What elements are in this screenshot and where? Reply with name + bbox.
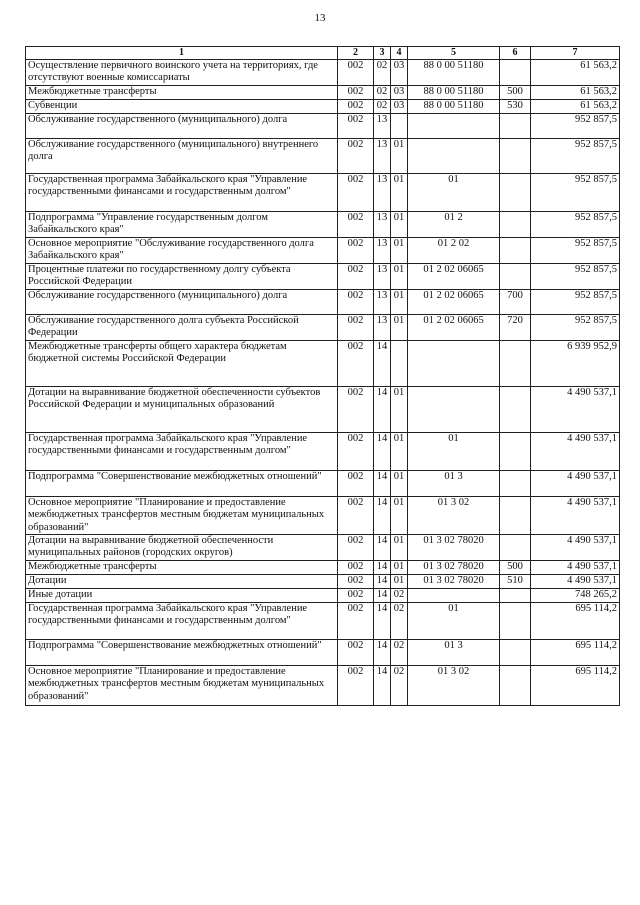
row-expense-type bbox=[500, 640, 531, 666]
row-target-article: 01 2 bbox=[408, 212, 500, 238]
row-admin-code: 002 bbox=[338, 387, 374, 433]
row-subsection: 02 bbox=[391, 589, 408, 603]
row-target-article: 01 3 02 78020 bbox=[408, 561, 500, 575]
row-section: 13 bbox=[374, 290, 391, 315]
table-row bbox=[26, 212, 620, 238]
row-amount: 695 114,2 bbox=[531, 666, 620, 706]
row-subsection: 03 bbox=[391, 100, 408, 114]
row-amount: 4 490 537,1 bbox=[531, 387, 620, 433]
row-amount: 952 857,5 bbox=[531, 264, 620, 290]
row-subsection: 01 bbox=[391, 561, 408, 575]
row-name: Подпрограмма "Совершенствование межбюджетных отношений" bbox=[26, 471, 338, 497]
row-admin-code: 002 bbox=[338, 238, 374, 264]
header-col-2: 2 bbox=[338, 47, 374, 60]
row-amount: 61 563,2 bbox=[531, 60, 620, 86]
row-expense-type: 500 bbox=[500, 561, 531, 575]
row-admin-code: 002 bbox=[338, 86, 374, 100]
row-expense-type bbox=[500, 589, 531, 603]
row-amount: 4 490 537,1 bbox=[531, 471, 620, 497]
row-subsection: 03 bbox=[391, 60, 408, 86]
row-name: Обслуживание государственного (муниципального) внутреннего долга bbox=[26, 139, 338, 174]
row-name: Дотации на выравнивание бюджетной обеспеченности субъектов Российской Федерации и муниципальных образований bbox=[26, 387, 338, 433]
row-subsection: 01 bbox=[391, 174, 408, 212]
table-row bbox=[26, 100, 620, 114]
row-name: Субвенции bbox=[26, 100, 338, 114]
row-subsection: 01 bbox=[391, 264, 408, 290]
row-section: 13 bbox=[374, 114, 391, 139]
row-amount: 4 490 537,1 bbox=[531, 575, 620, 589]
row-amount: 4 490 537,1 bbox=[531, 561, 620, 575]
row-expense-type bbox=[500, 264, 531, 290]
row-amount: 4 490 537,1 bbox=[531, 497, 620, 535]
table-row bbox=[26, 86, 620, 100]
row-section: 14 bbox=[374, 561, 391, 575]
row-expense-type bbox=[500, 497, 531, 535]
header-col-6: 6 bbox=[500, 47, 531, 60]
row-name: Межбюджетные трансферты bbox=[26, 86, 338, 100]
row-name: Подпрограмма "Совершенствование межбюджетных отношений" bbox=[26, 640, 338, 666]
row-target-article: 01 2 02 06065 bbox=[408, 290, 500, 315]
row-section: 14 bbox=[374, 341, 391, 387]
table-row bbox=[26, 290, 620, 315]
row-admin-code: 002 bbox=[338, 100, 374, 114]
row-expense-type bbox=[500, 60, 531, 86]
row-section: 13 bbox=[374, 238, 391, 264]
row-amount: 952 857,5 bbox=[531, 212, 620, 238]
row-section: 02 bbox=[374, 60, 391, 86]
row-name: Осуществление первичного воинского учета на территориях, где отсутствуют военные комиссариаты bbox=[26, 60, 338, 86]
row-expense-type bbox=[500, 212, 531, 238]
row-expense-type: 500 bbox=[500, 86, 531, 100]
row-section: 14 bbox=[374, 535, 391, 561]
table-row bbox=[26, 589, 620, 603]
row-amount: 952 857,5 bbox=[531, 174, 620, 212]
header-col-7: 7 bbox=[531, 47, 620, 60]
row-amount: 695 114,2 bbox=[531, 640, 620, 666]
row-section: 13 bbox=[374, 139, 391, 174]
row-subsection bbox=[391, 341, 408, 387]
row-admin-code: 002 bbox=[338, 341, 374, 387]
table-row bbox=[26, 497, 620, 535]
row-target-article bbox=[408, 139, 500, 174]
row-amount: 952 857,5 bbox=[531, 315, 620, 341]
row-expense-type bbox=[500, 666, 531, 706]
row-subsection: 01 bbox=[391, 212, 408, 238]
row-admin-code: 002 bbox=[338, 589, 374, 603]
row-subsection: 03 bbox=[391, 86, 408, 100]
table-row bbox=[26, 575, 620, 589]
table-row bbox=[26, 174, 620, 212]
row-subsection: 01 bbox=[391, 139, 408, 174]
table-row bbox=[26, 666, 620, 706]
row-section: 14 bbox=[374, 387, 391, 433]
row-subsection: 01 bbox=[391, 315, 408, 341]
row-name: Обслуживание государственного (муниципального) долга bbox=[26, 290, 338, 315]
row-expense-type bbox=[500, 174, 531, 212]
row-amount: 952 857,5 bbox=[531, 238, 620, 264]
row-expense-type bbox=[500, 238, 531, 264]
row-name: Государственная программа Забайкальского края "Управление государственными финансами и государственным долгом" bbox=[26, 603, 338, 640]
row-amount: 4 490 537,1 bbox=[531, 433, 620, 471]
table-row bbox=[26, 471, 620, 497]
row-expense-type bbox=[500, 387, 531, 433]
row-section: 02 bbox=[374, 86, 391, 100]
row-target-article: 88 0 00 51180 bbox=[408, 86, 500, 100]
header-col-1: 1 bbox=[26, 47, 338, 60]
table-row bbox=[26, 114, 620, 139]
row-admin-code: 002 bbox=[338, 433, 374, 471]
row-target-article: 01 2 02 06065 bbox=[408, 315, 500, 341]
row-admin-code: 002 bbox=[338, 497, 374, 535]
row-expense-type: 510 bbox=[500, 575, 531, 589]
row-section: 13 bbox=[374, 264, 391, 290]
header-col-5: 5 bbox=[408, 47, 500, 60]
row-subsection: 01 bbox=[391, 575, 408, 589]
row-target-article: 01 3 bbox=[408, 640, 500, 666]
row-section: 14 bbox=[374, 433, 391, 471]
row-section: 13 bbox=[374, 212, 391, 238]
header-col-3: 3 bbox=[374, 47, 391, 60]
table-row bbox=[26, 341, 620, 387]
row-section: 14 bbox=[374, 471, 391, 497]
row-target-article: 01 bbox=[408, 603, 500, 640]
row-expense-type bbox=[500, 341, 531, 387]
table-row bbox=[26, 433, 620, 471]
row-section: 13 bbox=[374, 315, 391, 341]
row-subsection: 01 bbox=[391, 238, 408, 264]
row-admin-code: 002 bbox=[338, 60, 374, 86]
row-admin-code: 002 bbox=[338, 139, 374, 174]
row-amount: 748 265,2 bbox=[531, 589, 620, 603]
row-section: 14 bbox=[374, 666, 391, 706]
row-expense-type: 700 bbox=[500, 290, 531, 315]
header-col-4: 4 bbox=[391, 47, 408, 60]
row-admin-code: 002 bbox=[338, 114, 374, 139]
row-subsection: 02 bbox=[391, 603, 408, 640]
table-row bbox=[26, 60, 620, 86]
row-name: Подпрограмма "Управление государственным долгом Забайкальского края" bbox=[26, 212, 338, 238]
row-name: Процентные платежи по государственному долгу субъекта Российской Федерации bbox=[26, 264, 338, 290]
row-admin-code: 002 bbox=[338, 315, 374, 341]
row-target-article: 01 2 02 bbox=[408, 238, 500, 264]
row-subsection: 02 bbox=[391, 666, 408, 706]
row-expense-type bbox=[500, 433, 531, 471]
row-admin-code: 002 bbox=[338, 640, 374, 666]
row-admin-code: 002 bbox=[338, 561, 374, 575]
table-row bbox=[26, 264, 620, 290]
row-name: Межбюджетные трансферты общего характера бюджетам бюджетной системы Российской Федерации bbox=[26, 341, 338, 387]
row-admin-code: 002 bbox=[338, 174, 374, 212]
row-subsection: 02 bbox=[391, 640, 408, 666]
row-expense-type bbox=[500, 114, 531, 139]
row-admin-code: 002 bbox=[338, 575, 374, 589]
row-amount: 952 857,5 bbox=[531, 114, 620, 139]
row-amount: 952 857,5 bbox=[531, 139, 620, 174]
row-name: Обслуживание государственного долга субъекта Российской Федерации bbox=[26, 315, 338, 341]
row-target-article: 01 2 02 06065 bbox=[408, 264, 500, 290]
row-target-article: 01 3 bbox=[408, 471, 500, 497]
row-target-article: 88 0 00 51180 bbox=[408, 60, 500, 86]
row-expense-type bbox=[500, 535, 531, 561]
row-admin-code: 002 bbox=[338, 290, 374, 315]
table-row bbox=[26, 640, 620, 666]
row-section: 13 bbox=[374, 174, 391, 212]
table-body bbox=[26, 60, 620, 706]
row-amount: 61 563,2 bbox=[531, 86, 620, 100]
row-name: Иные дотации bbox=[26, 589, 338, 603]
row-name: Основное мероприятие "Планирование и предоставление межбюджетных трансфертов местным бюджетам муниципальных образований" bbox=[26, 497, 338, 535]
row-admin-code: 002 bbox=[338, 666, 374, 706]
table-row bbox=[26, 603, 620, 640]
row-expense-type: 720 bbox=[500, 315, 531, 341]
budget-table bbox=[25, 46, 620, 706]
row-name: Дотации на выравнивание бюджетной обеспеченности муниципальных районов (городских округов) bbox=[26, 535, 338, 561]
row-target-article: 01 3 02 bbox=[408, 497, 500, 535]
row-subsection: 01 bbox=[391, 433, 408, 471]
row-name: Обслуживание государственного (муниципального) долга bbox=[26, 114, 338, 139]
row-admin-code: 002 bbox=[338, 212, 374, 238]
row-target-article bbox=[408, 387, 500, 433]
row-amount: 952 857,5 bbox=[531, 290, 620, 315]
row-amount: 4 490 537,1 bbox=[531, 535, 620, 561]
row-target-article bbox=[408, 341, 500, 387]
row-target-article: 01 bbox=[408, 174, 500, 212]
row-subsection bbox=[391, 114, 408, 139]
row-amount: 6 939 952,9 bbox=[531, 341, 620, 387]
row-admin-code: 002 bbox=[338, 264, 374, 290]
row-subsection: 01 bbox=[391, 290, 408, 315]
row-target-article: 01 3 02 bbox=[408, 666, 500, 706]
page-number: 13 bbox=[314, 12, 326, 24]
table-row bbox=[26, 387, 620, 433]
row-target-article: 01 bbox=[408, 433, 500, 471]
row-section: 14 bbox=[374, 575, 391, 589]
row-section: 02 bbox=[374, 100, 391, 114]
table-row bbox=[26, 238, 620, 264]
row-target-article: 88 0 00 51180 bbox=[408, 100, 500, 114]
row-section: 14 bbox=[374, 589, 391, 603]
row-target-article bbox=[408, 114, 500, 139]
row-name: Основное мероприятие "Планирование и предоставление межбюджетных трансфертов местным бюджетам муниципальных образований" bbox=[26, 666, 338, 706]
row-target-article: 01 3 02 78020 bbox=[408, 575, 500, 589]
row-name: Межбюджетные трансферты bbox=[26, 561, 338, 575]
row-section: 14 bbox=[374, 497, 391, 535]
row-expense-type bbox=[500, 471, 531, 497]
row-admin-code: 002 bbox=[338, 471, 374, 497]
table-header-row bbox=[26, 47, 620, 60]
row-section: 14 bbox=[374, 640, 391, 666]
row-subsection: 01 bbox=[391, 497, 408, 535]
table-row bbox=[26, 139, 620, 174]
row-name: Основное мероприятие "Обслуживание государственного долга Забайкальского края" bbox=[26, 238, 338, 264]
table-row bbox=[26, 535, 620, 561]
row-name: Государственная программа Забайкальского края "Управление государственными финансами и государственным долгом" bbox=[26, 433, 338, 471]
table-row bbox=[26, 315, 620, 341]
row-target-article bbox=[408, 589, 500, 603]
row-section: 14 bbox=[374, 603, 391, 640]
row-admin-code: 002 bbox=[338, 535, 374, 561]
row-expense-type bbox=[500, 139, 531, 174]
row-subsection: 01 bbox=[391, 471, 408, 497]
row-expense-type bbox=[500, 603, 531, 640]
row-expense-type: 530 bbox=[500, 100, 531, 114]
row-subsection: 01 bbox=[391, 387, 408, 433]
row-subsection: 01 bbox=[391, 535, 408, 561]
row-target-article: 01 3 02 78020 bbox=[408, 535, 500, 561]
row-amount: 695 114,2 bbox=[531, 603, 620, 640]
row-name: Государственная программа Забайкальского края "Управление государственными финансами и государственным долгом" bbox=[26, 174, 338, 212]
row-admin-code: 002 bbox=[338, 603, 374, 640]
table-row bbox=[26, 561, 620, 575]
row-amount: 61 563,2 bbox=[531, 100, 620, 114]
row-name: Дотации bbox=[26, 575, 338, 589]
